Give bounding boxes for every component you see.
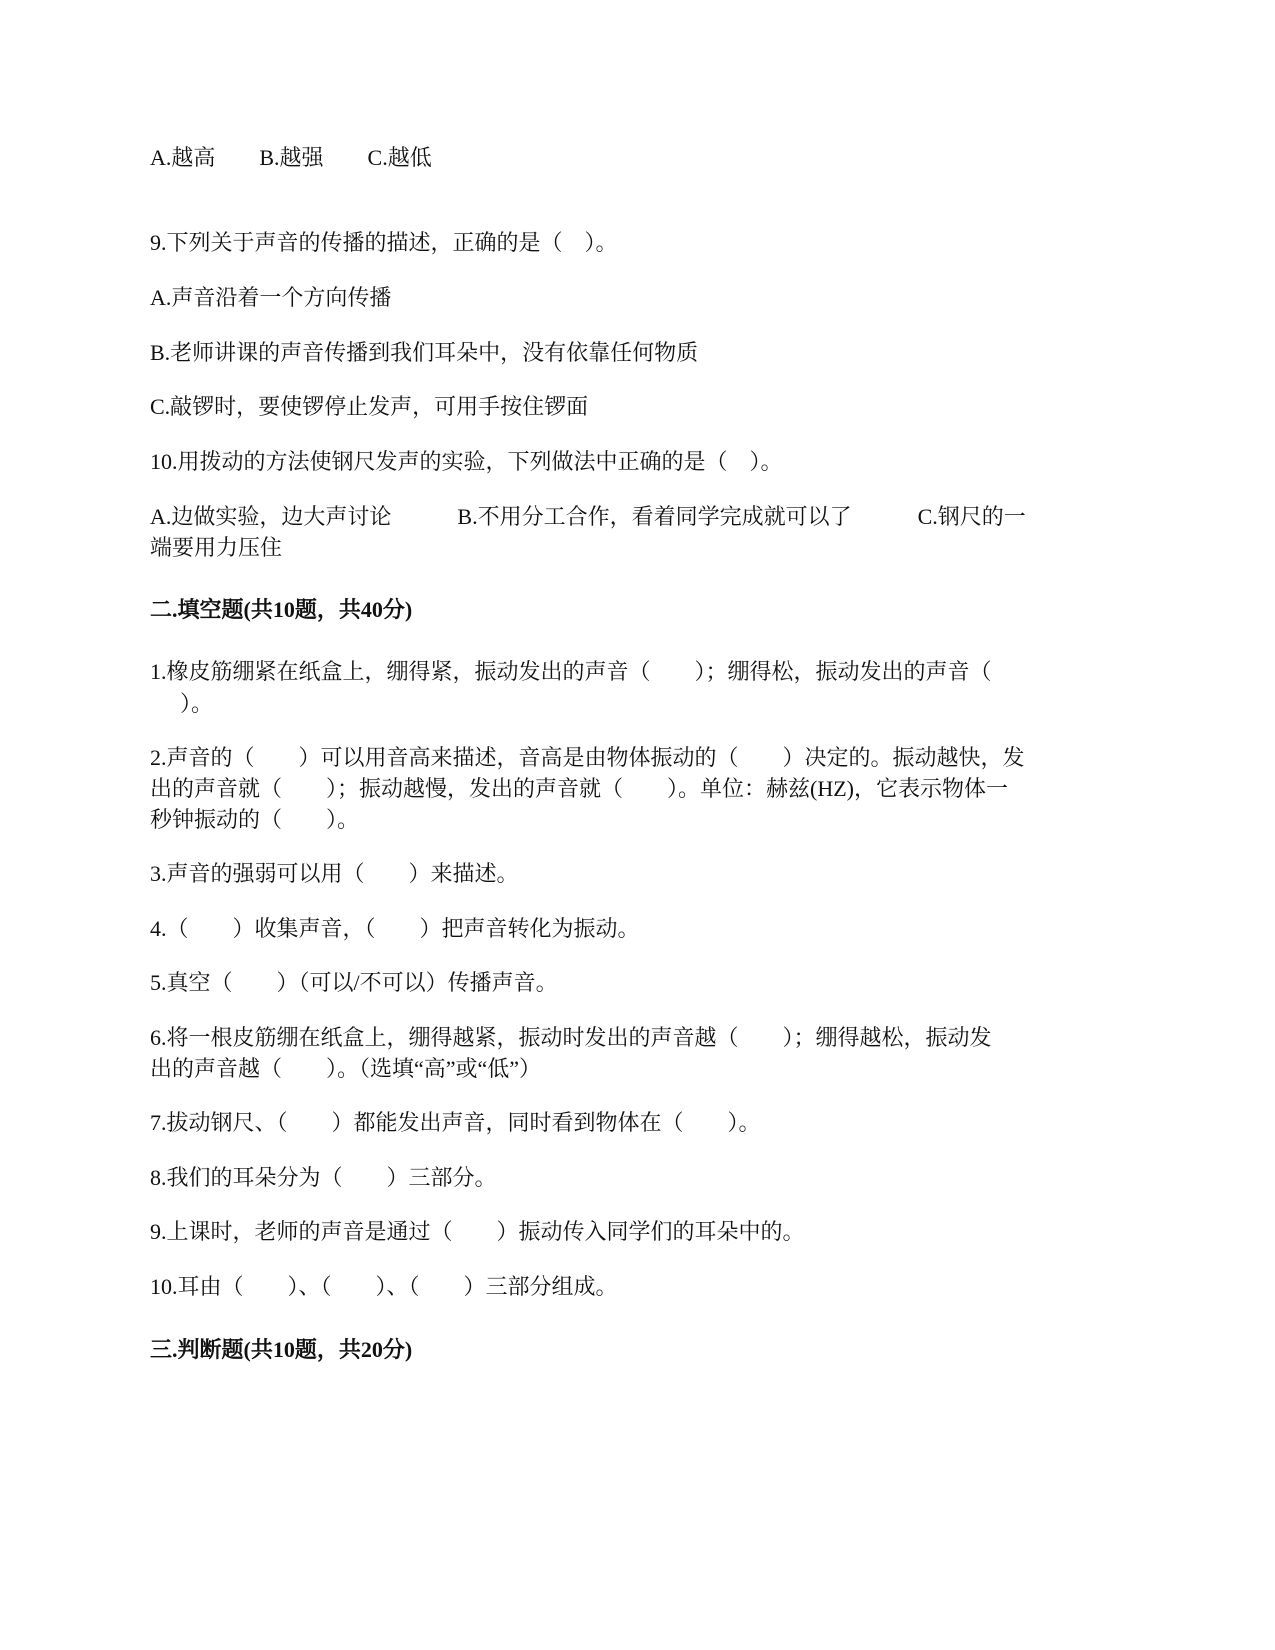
q9-stem: 9.下列关于声音的传播的描述，正确的是（ ）。	[150, 230, 618, 255]
fill-q6-line1: 6.将一根皮筋绷在纸盒上，绷得越紧，振动时发出的声音越（ ）；绷得越松，振动发	[150, 1025, 992, 1050]
fill-q5: 5.真空（ ）（可以/不可以）传播声音。	[150, 970, 558, 995]
q9-option-a: A.声音沿着一个方向传播	[150, 285, 392, 310]
q10-stem: 10.用拨动的方法使钢尺发声的实验，下列做法中正确的是（ ）。	[150, 449, 783, 474]
fill-q2-line3: 秒钟振动的（ ）。	[150, 807, 360, 832]
fill-q2-line2: 出的声音就（ ）；振动越慢，发出的声音就（ ）。单位：赫兹(HZ)，它表示物体一	[150, 776, 1008, 801]
section3-heading: 三.判断题(共10题，共20分)	[150, 1337, 413, 1362]
fill-q8: 8.我们的耳朵分为（ ）三部分。	[150, 1165, 497, 1190]
fill-q2-line1: 2.声音的（ ）可以用音高来描述，音高是由物体振动的（ ）决定的。振动越快，发	[150, 745, 1025, 770]
fill-q7: 7.拔动钢尺、（ ）都能发出声音，同时看到物体在（ ）。	[150, 1110, 761, 1135]
q10-options-line2: 端要用力压住	[150, 535, 283, 560]
fill-q6-line2: 出的声音越（ ）。（选填“高”或“低”）	[150, 1056, 542, 1081]
fill-q3: 3.声音的强弱可以用（ ）来描述。	[150, 861, 519, 886]
fill-q1-line2: ）。	[180, 691, 214, 716]
fill-q10: 10.耳由（ ）、（ ）、（ ）三部分组成。	[150, 1274, 618, 1299]
q8-options: A.越高 B.越强 C.越低	[150, 145, 432, 170]
section2-heading: 二.填空题(共10题，共40分)	[150, 597, 413, 622]
fill-q9: 9.上课时，老师的声音是通过（ ）振动传入同学们的耳朵中的。	[150, 1219, 805, 1244]
q10-options-line1: A.边做实验，边大声讨论 B.不用分工合作，看着同学完成就可以了 C.钢尺的一	[150, 504, 1026, 529]
fill-q4: 4.（ ）收集声音，（ ）把声音转化为振动。	[150, 916, 640, 941]
q9-option-c: C.敲锣时，要使锣停止发声，可用手按住锣面	[150, 394, 589, 419]
fill-q1-line1: 1.橡皮筋绷紧在纸盒上，绷得紧，振动发出的声音（ ）；绷得松，振动发出的声音（	[150, 659, 992, 684]
q9-option-b: B.老师讲课的声音传播到我们耳朵中，没有依靠任何物质	[150, 340, 699, 365]
